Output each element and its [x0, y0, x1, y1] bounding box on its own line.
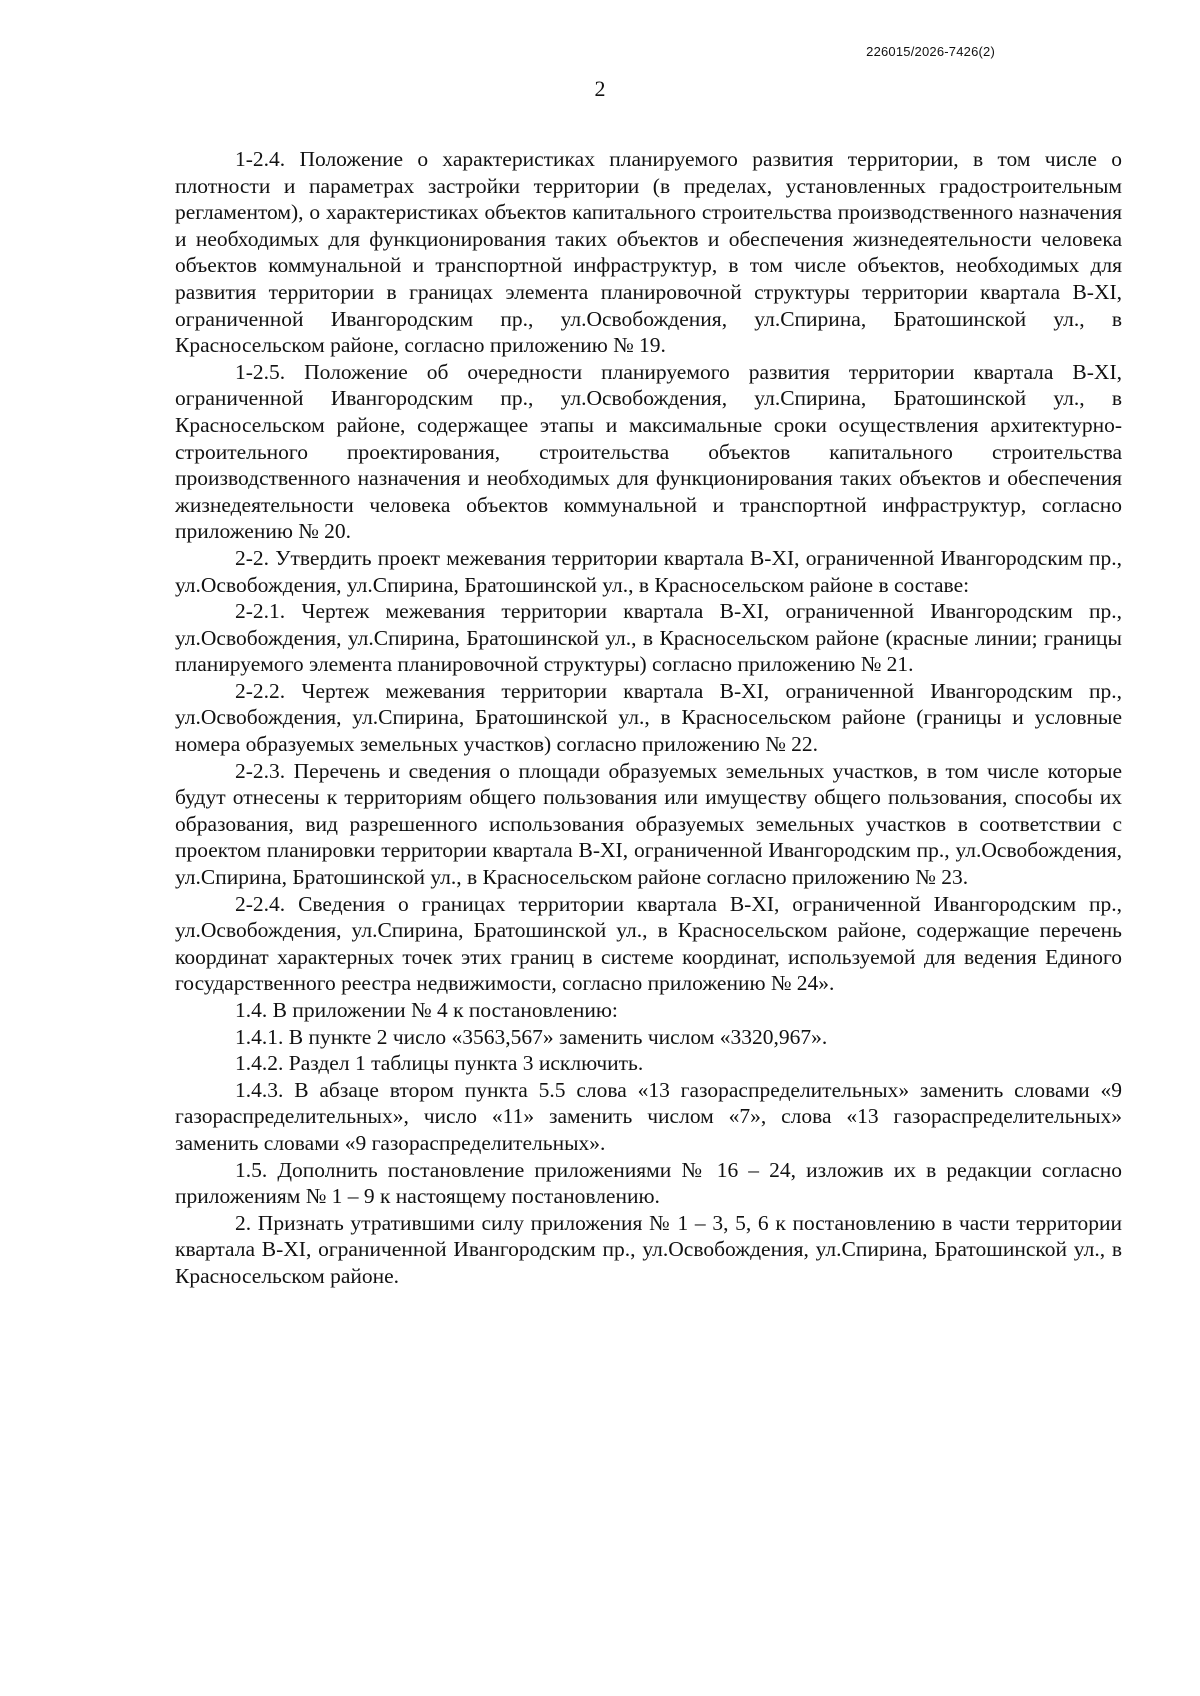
paragraph-2: 2. Признать утратившими силу приложения № 1 – 3, 5, 6 к постановлению в части территории квартала В-XI, ограниченной Ивангородским пр., ул.Освобождения, ул.Спирина, Братошинской ул., в Красносельском районе.: [175, 1210, 1122, 1288]
paragraph-1-4: 1.4. В приложении № 4 к постановлению:: [235, 998, 618, 1022]
page-number: 2: [594, 76, 606, 101]
paragraph-2-2-2: 2-2.2. Чертеж межевания территории квартала В-XI, ограниченной Ивангородским пр., ул.Освобождения, ул.Спирина, Братошинской ул., в Красносельском районе (границы и условные номера образуемых земельных участков) согласно приложению № 22.: [175, 678, 1122, 757]
paragraph-1-4-2: 1.4.2. Раздел 1 таблицы пункта 3 исключить.: [235, 1051, 644, 1076]
paragraph-1-2-4: 1-2.4. Положение о характеристиках планируемого развития территории, в том числе о плотности и параметрах застройки территории (в пределах, установленных градостроительным регламентом), о характеристиках объектов капитального строительства производственного назначения и необходимых для функционирования таких объектов и обеспечения жизнедеятельности человека объектов коммунальной и транспортной инфраструктур, в том числе объектов, необходимых для развития территории в границах элемента планировочной структуры территории квартала В-XI, ограниченной Ивангородским пр., ул.Освобождения, ул.Спирина, Братошинской ул., в Красносельском районе, согласно приложению № 19.: [175, 147, 1122, 358]
paragraph-2-2-1: 2-2.1. Чертеж межевания территории квартала В-XI, ограниченной Ивангородским пр., ул.Освобождения, ул.Спирина, Братошинской ул., в Красносельском районе (красные линии; границы планируемого элемента планировочной структуры) согласно приложению № 21.: [175, 599, 1122, 677]
paragraph-1-2-5: 1-2.5. Положение об очередности планируемого развития территории квартала В-XI, ограниченной Ивангородским пр., ул.Освобождения, ул.Спирина, Братошинской ул., в Красносельском районе, содержащее этапы и максимальные сроки осуществления архитектурно-строительного проектирования, строительства объектов капитального строительства производственного назначения и необходимых для функционирования таких объектов и обеспечения жизнедеятельности человека объектов коммунальной и транспортной инфраструктур, согласно приложению № 20.: [175, 359, 1122, 544]
paragraph-1-5: 1.5. Дополнить постановление приложениями № 16 – 24, изложив их в редакции согласно приложениям № 1 – 9 к настоящему постановлению.: [175, 1157, 1122, 1209]
paragraph-2-2: 2-2. Утвердить проект межевания территории квартала В-XI, ограниченной Ивангородским пр., ул.Освобождения, ул.Спирина, Братошинской ул., в Красносельском районе в составе:: [175, 545, 1122, 597]
paragraph-1-4-1: 1.4.1. В пункте 2 число «3563,567» заменить числом «3320,967».: [235, 1024, 828, 1049]
paragraph-2-2-3: 2-2.3. Перечень и сведения о площади образуемых земельных участков, в том числе которые будут отнесены к территориям общего пользования или имуществу общего пользования, способы их образования, вид разрешенного использования образуемых земельных участков в соответствии с проектом планировки территории квартала В-XI, ограниченной Ивангородским пр., ул.Освобождения, ул.Спирина, Братошинской ул., в Красносельском районе согласно приложению № 23.: [175, 758, 1122, 890]
document-body: [175, 146, 1122, 1290]
paragraph-2-2-4: 2-2.4. Сведения о границах территории квартала В-XI, ограниченной Ивангородским пр., ул.Освобождения, ул.Спирина, Братошинской ул., в Красносельском районе, содержащие перечень координат характерных точек этих границ в системе координат, используемой для ведения Единого государственного реестра недвижимости, согласно приложению № 24».: [175, 891, 1122, 996]
document-number: 226015/2026-7426(2): [866, 44, 995, 59]
paragraph-1-4-3: 1.4.3. В абзаце втором пункта 5.5 слова «13 газораспределительных» заменить словами «9 газораспределительных», число «11» заменить числом «7», слова «13 газораспределительных» заменить словами «9 газораспределительных».: [175, 1077, 1122, 1155]
